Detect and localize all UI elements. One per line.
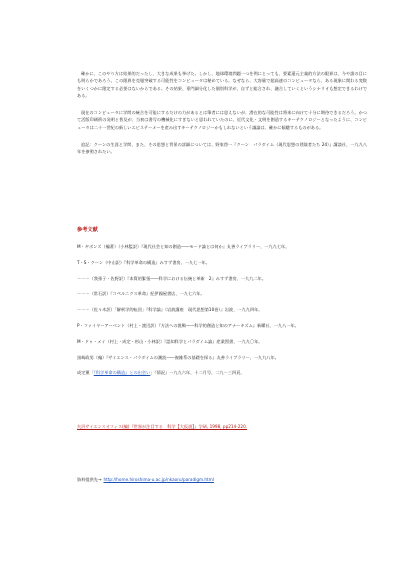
reference-link[interactable]: 『科学革命の構造』との出会い	[93, 370, 151, 376]
provider-url-link[interactable]: http://home.hiroshima-u.ac.jp/nkaoru/paradigm.html	[103, 477, 214, 482]
reference-item-last	[77, 370, 377, 376]
reference-item: M・ギボンズ（編著）（小林監訳）『現代社会と知の創造――モード論とは何か』丸善ライブラリー、一九九七年。	[77, 244, 290, 249]
body-paragraph-2: 現在のコンピュータに学問の統合を可能にするだけの力があるとは筆者には思えないが、潜在的な可能性は将来に向けて十分に期待できるだろう。かつて活版印刷術の発明と普及が、当初は書写の機械化にすぎないと思われていたのに、近代文化・文明を創造するキーテクノロジーとなったように、コンピュータは二十一世紀の新しいエピステーメーを産み出すキーテクノロジーかもしれないという議論は、確かに傾聴するものがある。	[77, 110, 367, 130]
body-text	[77, 70, 367, 156]
provider-line	[77, 477, 214, 483]
reference-list	[77, 244, 377, 386]
reference-item: －－－（我孫子・佐野訳）『本質的緊張――科学における伝統と革新 2』みすず書房、一九九二年。	[77, 275, 267, 281]
reference-item: 黒崎政男（編）『サイエンス・パラダイムの潮流――複雑系の基礎を探る』丸善ライブラリー、一九九八年。	[77, 354, 279, 360]
body-paragraph-1: 確かに、このやり方は結果的だったし、大きな成果も挙げた。しかし、地球環境問題一つを例にとっても、要素還元主義的方法の限界は、今や誰の目にも明らかであろう。この限界を克服突破する可能性をコンピュータは秘めている。なぜなら、大容量で超高速のコンピュータなら、ある現象に関わる変数をいくつかに限定する必要はないからである。その結果、専門細分化した個別科学が、自ずと総合され、融合していくというシナリオも想定できるわけである。	[77, 71, 367, 98]
reference-item: M・ドゥ・メイ（村上・成定・杉山・小林訳）『認知科学とパラダイム論』産業図書、一九九〇年。	[77, 338, 263, 344]
reference-item: －－－（佐々木訳）「解釈学的転回」『科学論』（岩波講座 現代思想第10巻）』岩波、一九九四年。	[77, 307, 263, 313]
provider-label: 資料提供先→	[77, 477, 102, 482]
reference-suffix: 」『情況』一九九六年、十二月号、二九－三四頁。	[150, 370, 245, 376]
body-paragraph-3: 追記：クーンの生涯と学問、また、その思想と背景の詳細については、野家啓一『クーン パラダイム（現代思想の冒険者たち 24）』講談社、一九九八年を参照されたい。	[77, 142, 367, 155]
reference-item: P・ファイヤーアーベント（村上・渡辺訳）『方法への挑戦――科学的創造と知のアナーキズム』新曜社、一九八一年。	[77, 322, 299, 328]
source-citation-link[interactable]: 矢沢サイエンスオフィス(編)『世界が注目する 科学【大仮説】』学研, 1998, pp214-220.	[77, 424, 248, 429]
reference-item: －－－（常石訳）『コペルニクス革命』紀伊國屋書店、一九七六年。	[77, 291, 205, 297]
reference-item: T・S・クーン（中山訳）『科学革命の構造』みすず書房、一九七一年。	[77, 259, 210, 265]
reference-prefix: 成定薫「	[77, 370, 94, 376]
references-heading: 参考文献	[77, 227, 98, 233]
